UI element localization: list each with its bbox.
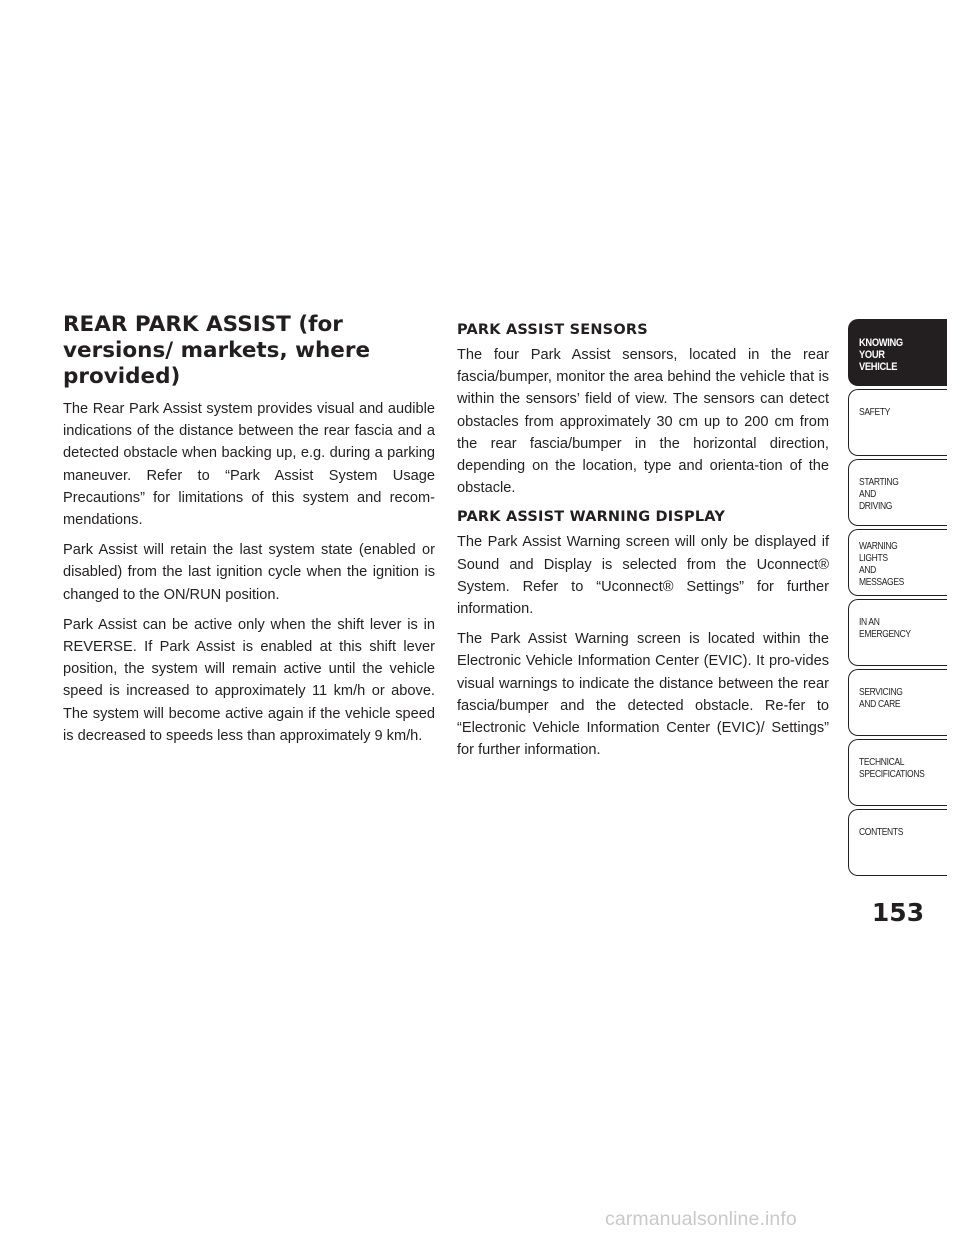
subheading-park-assist-sensors: PARK ASSIST SENSORS	[457, 322, 648, 338]
subheading-park-assist-warning-display: PARK ASSIST WARNING DISPLAY	[457, 509, 726, 526]
tab-label: SERVICING AND CARE	[859, 687, 903, 710]
left-column	[63, 312, 435, 755]
section-heading-rear-park-assist: REAR PARK ASSIST (for versions/ markets, where provided)	[63, 312, 371, 389]
tab-safety[interactable]	[848, 389, 947, 456]
paragraph: The four Park Assist sensors, located in the rear fascia/bumper, monitor the area behind the vehicle that is within the sensors’ field of view. The sensors can detect obstacles from approximately 30 cm up to 200 cm from the rear fascia/bumper in the horizontal direction, depending on the location, type and orienta-tion of the obstacle.	[457, 347, 829, 497]
tab-in-an-emergency[interactable]	[848, 599, 947, 666]
tab-label: CONTENTS	[859, 827, 904, 838]
watermark-text: carmanualsonline.info	[605, 1208, 797, 1230]
tab-label: IN AN EMERGENCY	[859, 617, 911, 640]
tab-starting-and-driving[interactable]	[848, 459, 947, 526]
page-number: 153	[871, 898, 925, 927]
tab-contents[interactable]	[848, 809, 947, 876]
tab-label: SAFETY	[859, 407, 891, 418]
tab-label: TECHNICAL SPECIFICATIONS	[859, 757, 925, 780]
right-column	[457, 312, 829, 769]
tab-technical-specifications[interactable]	[848, 739, 947, 806]
paragraph: Park Assist will retain the last system state (enabled or disabled) from the last ignition cycle when the ignition is changed to the ON/RUN position.	[63, 542, 435, 603]
paragraph: The Park Assist Warning screen will only be displayed if Sound and Display is selected from the Uconnect® System. Refer to “Uconnect® Settings” for further information.	[457, 534, 829, 618]
tab-knowing-your-vehicle[interactable]	[848, 319, 947, 386]
paragraph: The Rear Park Assist system provides visual and audible indications of the distance between the rear fascia and a detected obstacle when backing up, e.g. during a parking maneuver. Refer to “Park Assist System Usage Precautions” for limitations of this system and recom-mendations.	[63, 401, 435, 529]
tab-servicing-and-care[interactable]	[848, 669, 947, 736]
tab-label: KNOWING YOUR VEHICLE	[859, 337, 903, 373]
tab-label: WARNING LIGHTS AND MESSAGES	[859, 541, 904, 588]
paragraph: Park Assist can be active only when the shift lever is in REVERSE. If Park Assist is enabled at this shift lever position, the system will remain active until the vehicle speed is increased to approximately 11 km/h or above. The system will become active again if the vehicle speed is decreased to speeds less than approximately 9 km/h.	[63, 616, 435, 744]
tab-label: STARTING AND DRIVING	[859, 477, 899, 512]
tab-warning-lights-and-messages[interactable]	[848, 529, 947, 596]
paragraph: The Park Assist Warning screen is located within the Electronic Vehicle Information Center (EVIC). It pro-vides visual warnings to indicate the distance between the rear fascia/bumper and the detected obstacle. Re-fer to “Electronic Vehicle Information Center (EVIC)/ Settings” for further information.	[457, 631, 829, 759]
chapter-tabs	[848, 319, 948, 879]
